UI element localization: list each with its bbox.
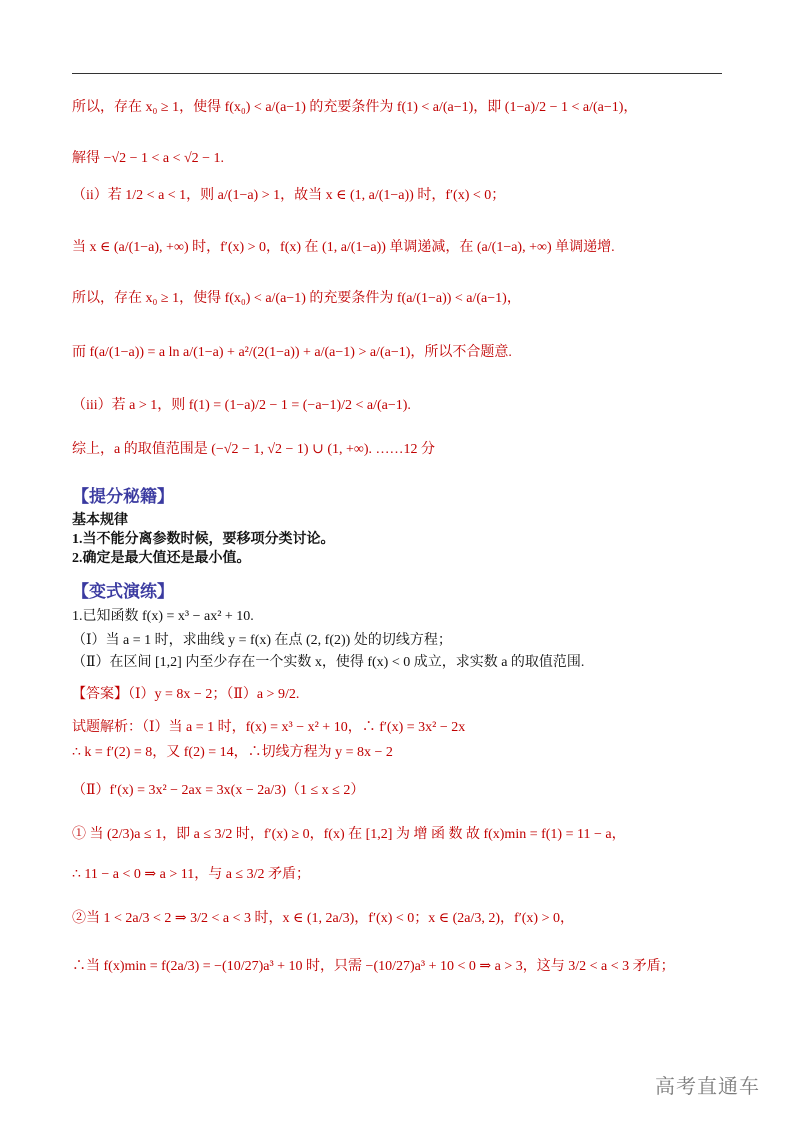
watermark-logo: 高考直通车 [655,1074,760,1098]
text-line: 基本规律 [72,513,128,528]
text-line: 2.确定是最大值还是最小值。 [72,551,251,566]
text-line: （ii）若 1/2 < a < 1，则 a/(1−a) > 1，故当 x ∈ (1, a/(1−a)) 时，f′(x) < 0； [72,188,506,203]
text-line: 试题解析：（Ⅰ）当 a = 1 时，f(x) = x³ − x² + 10，∴ f′(x) = 3x² − 2x [72,720,466,735]
text-line: 所以，存在 x₀ ≥ 1，使得 f(x₀) < a/(a−1) 的充要条件为 f(a/(1−a)) < a/(a−1)， [72,291,521,306]
problem-part-1: （Ⅰ）当 a = 1 时，求曲线 y = f(x) 在点 (2, f(2)) 处的切线方程； [72,633,452,648]
text-line: ∴ k = f′(2) = 8，又 f(2) = 14，∴切线方程为 y = 8x − 2 [72,745,393,760]
text-line: ∴当 f(x)min = f(2a/3) = −(10/27)a³ + 10 时，只需 −(10/27)a³ + 10 < 0 ⇒ a > 3，这与 3/2 < a < 3 矛盾； [72,959,675,974]
text-line: （iii）若 a > 1，则 f(1) = (1−a)/2 − 1 = (−a−1)/2 < a/(a−1). [72,398,411,413]
problem-statement: 1.已知函数 f(x) = x³ − ax² + 10. [72,609,254,624]
text-line: 而 f(a/(1−a)) = a ln a/(1−a) + a²/(2(1−a)) + a/(a−1) > a/(a−1)，所以不合题意. [72,345,512,360]
problem-part-2: （Ⅱ）在区间 [1,2] 内至少存在一个实数 x，使得 f(x) < 0 成立，求实数 a 的取值范围. [72,655,585,670]
text-line: 解得 −√2 − 1 < a < √2 − 1. [72,151,225,166]
section-heading-tips: 【提分秘籍】 [72,487,174,507]
answer-line: 【答案】（Ⅰ）y = 8x − 2；（Ⅱ）a > 9/2. [72,687,300,702]
text-line: ②当 1 < 2a/3 < 2 ⇒ 3/2 < a < 3 时，x ∈ (1, 2a/3)，f′(x) < 0；x ∈ (2a/3, 2)，f′(x) > 0， [72,911,574,926]
text-line: 当 x ∈ (a/(1−a), +∞) 时，f′(x) > 0，f(x) 在 (1, a/(1−a)) 单调递减，在 (a/(1−a), +∞) 单调递增. [72,240,615,255]
text-line: ∴ 11 − a < 0 ⇒ a > 11，与 a ≤ 3/2 矛盾； [72,867,310,882]
text-line: ① 当 (2/3)a ≤ 1，即 a ≤ 3/2 时，f′(x) ≥ 0，f(x) 在 [1,2] 为 增 函 数 故 f(x)min = f(1) = 11 − a， [72,827,626,842]
header-rule [72,73,722,74]
text-line: 1.当不能分离参数时候，要移项分类讨论。 [72,532,335,547]
text-line: （Ⅱ）f′(x) = 3x² − 2ax = 3x(x − 2a/3)（1 ≤ x ≤ 2） [72,783,365,798]
text-line: 综上，a 的取值范围是 (−√2 − 1, √2 − 1) ∪ (1, +∞). ……12 分 [72,442,436,457]
text-line: 所以，存在 x₀ ≥ 1，使得 f(x₀) < a/(a−1) 的充要条件为 f(1) < a/(a−1)，即 (1−a)/2 − 1 < a/(a−1)， [72,100,638,115]
section-heading-practice: 【变式演练】 [72,582,174,602]
